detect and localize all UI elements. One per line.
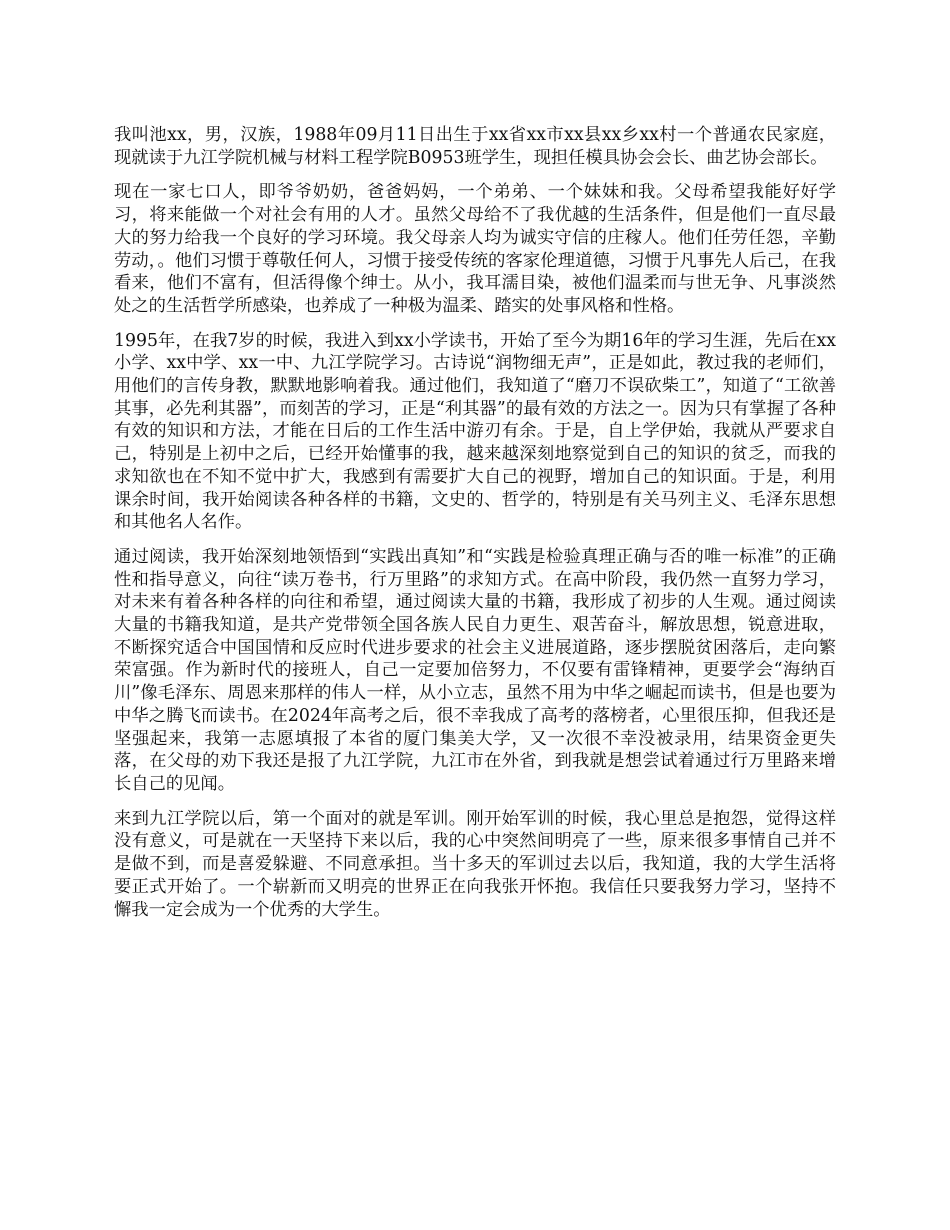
- paragraph-reading: 通过阅读，我开始深刻地领悟到“实践出真知”和“实践是检验真理正确与否的唯一标准”的正确性和指导意义，向往“读万卷书，行万里路”的求知方式。在高中阶段，我仍然一直努力学习，对未来有着各种各样的向往和希望，通过阅读大量的书籍，我形成了初步的人生观。通过阅读大量的书籍我知道，是共产党带领全国各族人民自力更生、艰苦奋斗，解放思想，锐意进取，不断探究适合中国国情和反应时代进步要求的社会主义进展道路，逐步摆脱贫困落后，走向繁荣富强。作为新时代的接班人，自己一定要加倍努力，不仅要有雷锋精神，更要学会“海纳百川”像毛泽东、周恩来那样的伟人一样，从小立志，虽然不用为中华之崛起而读书，但是也要为中华之腾飞而读书。在2024年高考之后，很不幸我成了高考的落榜者，心里很压抑，但我还是坚强起来，我第一志愿填报了本省的厦门集美大学，又一次很不幸没被录用，结果资金更失落，在父母的劝下我还是报了九江学院，九江市在外省，到我就是想尝试着通过行万里路来增长自己的见闻。: [114, 546, 836, 794]
- document-page: [114, 124, 836, 933]
- paragraph-intro: 我叫池xx，男，汉族，1988年09月11日出生于xx省xx市xx县xx乡xx村一个普通农民家庭，现就读于九江学院机械与材料工程学院B0953班学生，现担任模具协会会长、曲艺协会部长。: [114, 125, 836, 168]
- paragraph-university: 来到九江学院以后，第一个面对的就是军训。刚开始军训的时候，我心里总是抱怨，觉得这样没有意义，可是就在一天坚持下来以后，我的心中突然间明亮了一些，原来很多事情自己并不是做不到，而是喜爱躲避、不同意承担。当十多天的军训过去以后，我知道，我的大学生活将要正式开始了。一个崭新而又明亮的世界正在向我张开怀抱。我信任只要我努力学习，坚持不懈我一定会成为一个优秀的大学生。: [114, 808, 836, 920]
- paragraph-family: 现在一家七口人，即爷爷奶奶，爸爸妈妈，一个弟弟、一个妹妹和我。父母希望我能好好学习，将来能做一个对社会有用的人才。虽然父母给不了我优越的生活条件，但是他们一直尽最大的努力给我一个良好的学习环境。我父母亲人均为诚实守信的庄稼人。他们任劳任怨，辛勤劳动，。他们习惯于尊敬任何人，习惯于接受传统的客家伦理道德，习惯于凡事先人后己，在我看来，他们不富有，但活得像个绅士。从小，我耳濡目染，被他们温柔而与世无争、凡事淡然处之的生活哲学所感染，也养成了一种极为温柔、踏实的处事风格和性格。: [114, 182, 836, 316]
- paragraph-schooling: 1995年，在我7岁的时候，我进入到xx小学读书，开始了至今为期16年的学习生涯，先后在xx小学、xx中学、xx一中、九江学院学习。古诗说“润物细无声”，正是如此，教过我的老师们，用他们的言传身教，默默地影响着我。通过他们，我知道了“磨刀不误砍柴工”，知道了“工欲善其事，必先利其器”，而刻苦的学习，正是“利其器”的最有效的方法之一。因为只有掌握了各种有效的知识和方法，才能在日后的工作生活中游刃有余。于是，自上学伊始，我就从严要求自己，特别是上初中之后，已经开始懂事的我，越来越深刻地察觉到自己的知识的贫乏，而我的求知欲也在不知不觉中扩大，我感到有需要扩大自己的视野，增加自己的知识面。于是，利用课余时间，我开始阅读各种各样的书籍，文史的、哲学的，特别是有关马列主义、毛泽东思想和其他名人名作。: [114, 330, 836, 533]
